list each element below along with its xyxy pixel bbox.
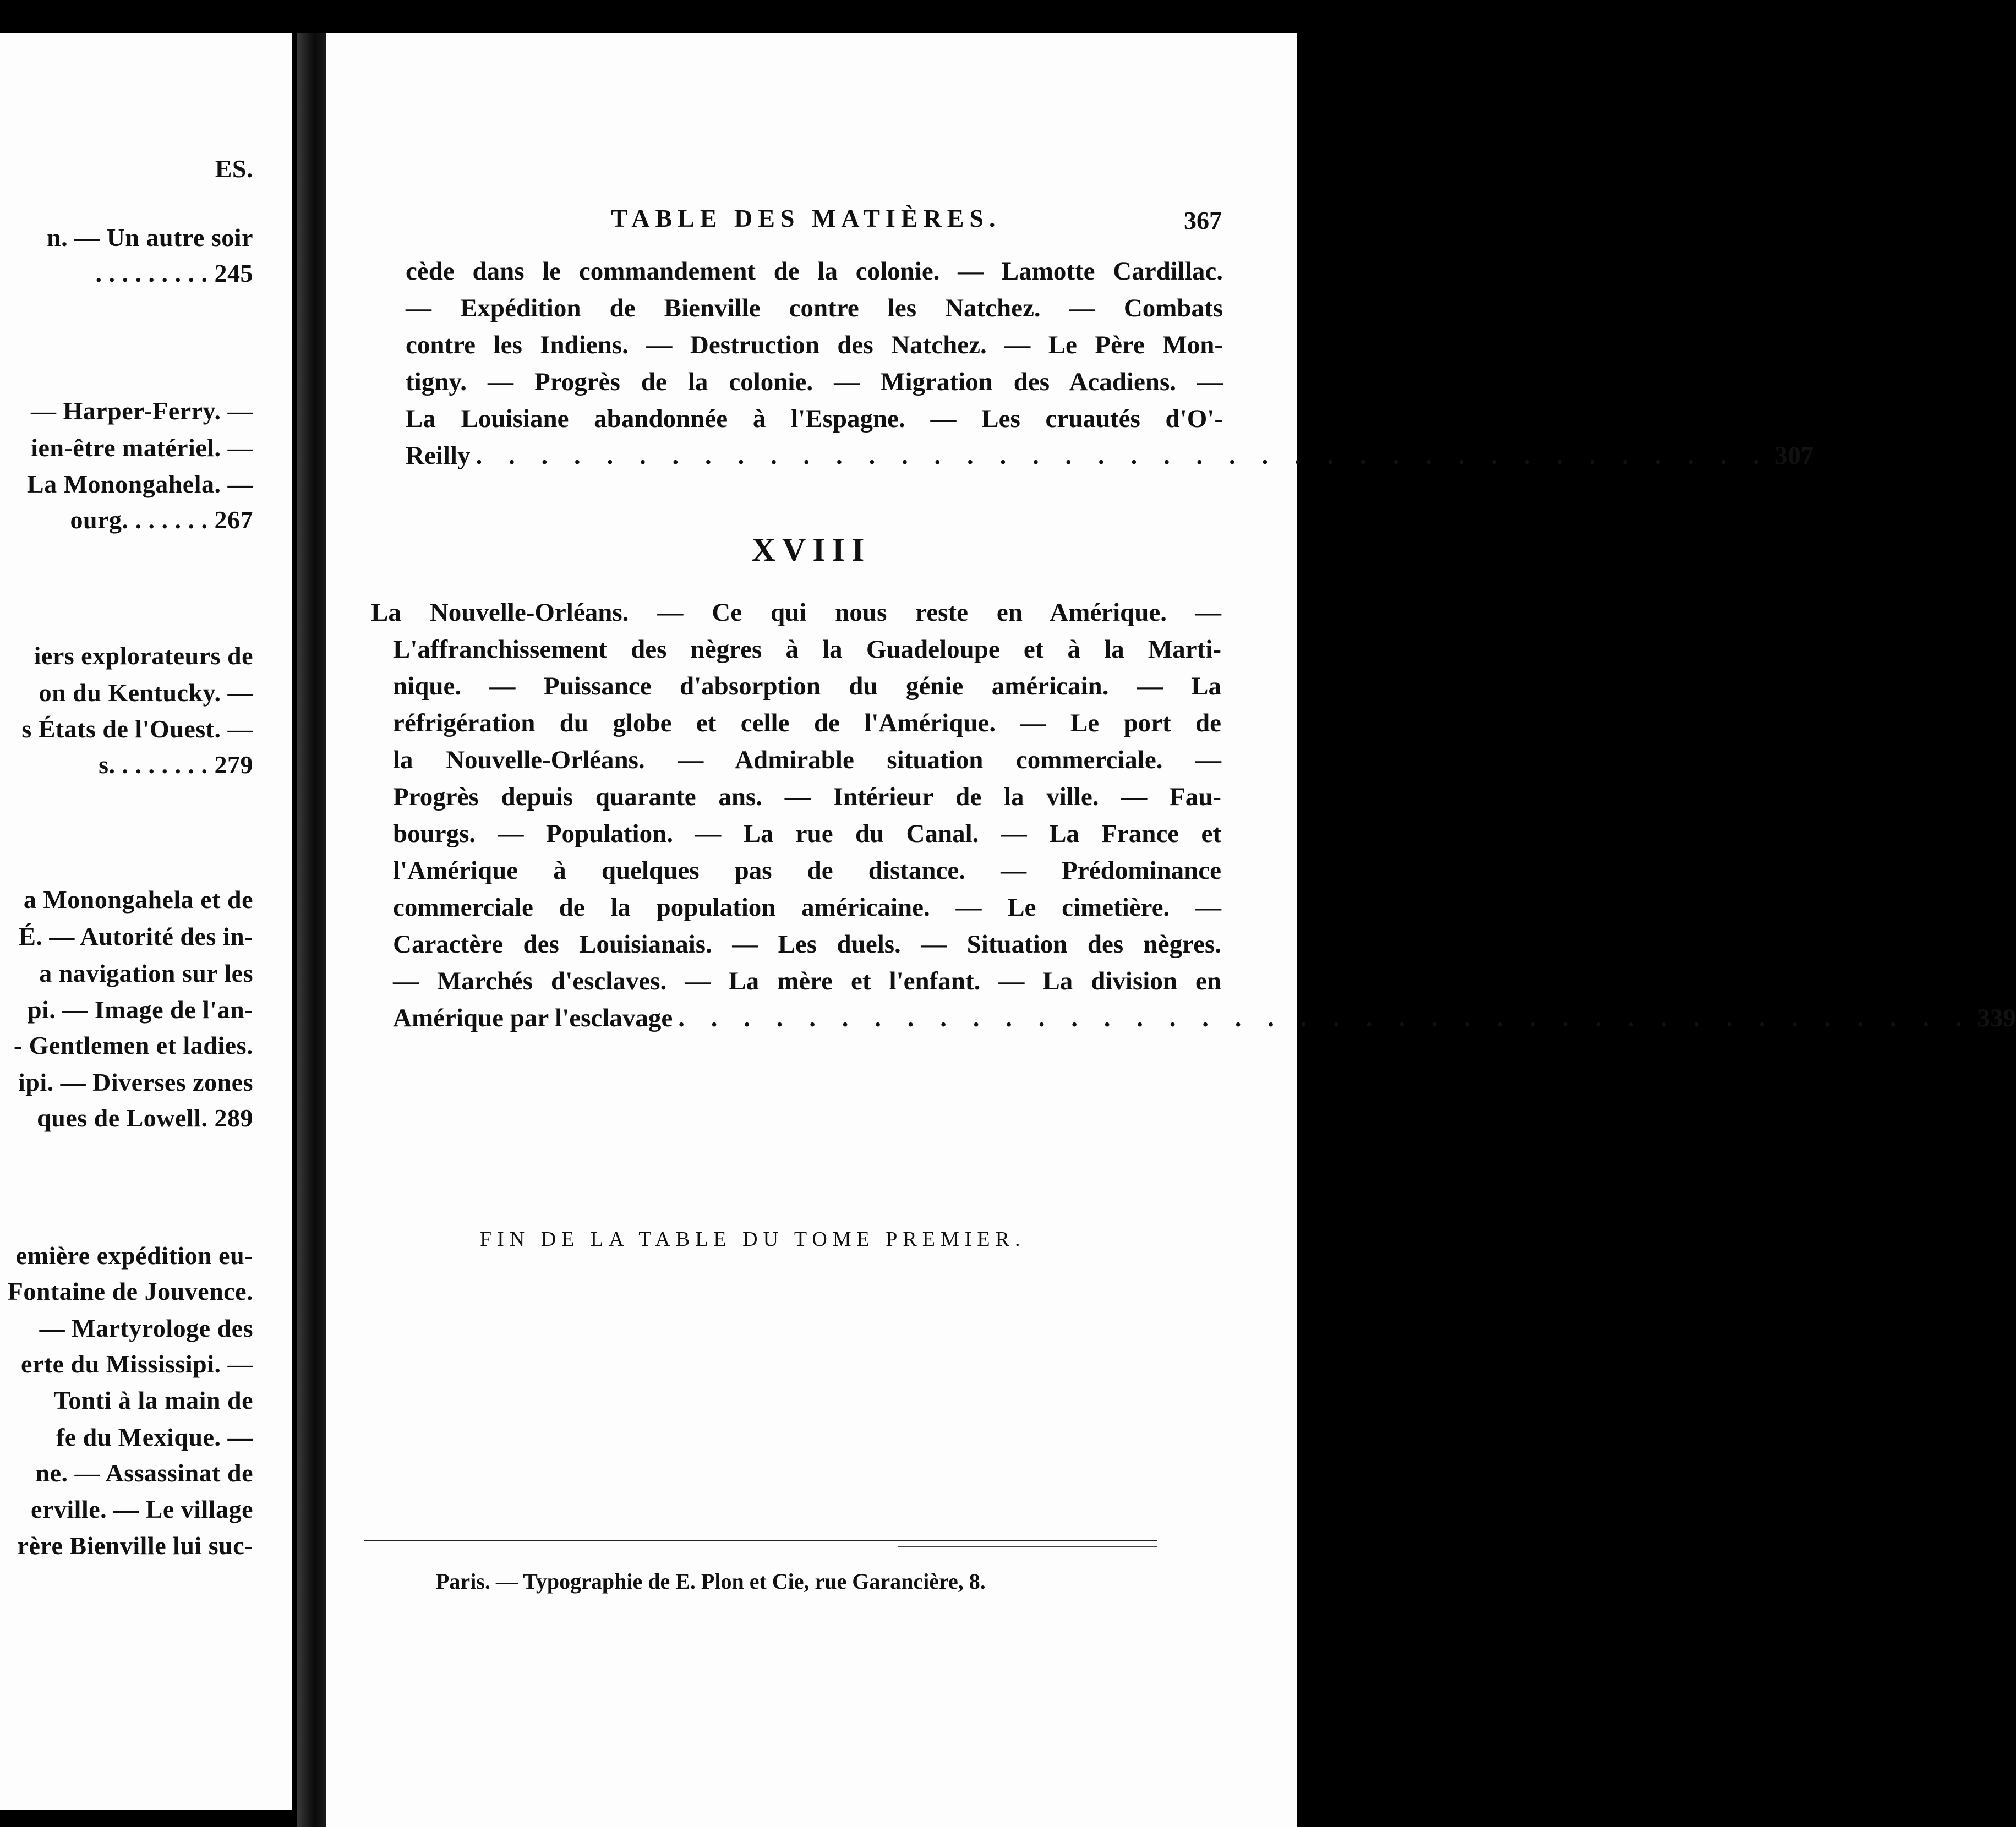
toc-line: — Marchés d'esclaves. — La mère et l'enfant. — La division en: [393, 967, 1221, 995]
toc-line: Caractère des Louisianais. — Les duels. — Situation des nègres.: [393, 930, 1221, 959]
left-page-line: s. . . . . . . . 279: [99, 751, 253, 779]
printer-imprint: Paris. — Typographie de E. Plon et Cie, rue Garancière, 8.: [436, 1569, 986, 1594]
leader-text: Amérique par l'esclavage: [393, 1004, 673, 1032]
toc-leader-line: [371, 1000, 2016, 1037]
header-page-number: 367: [1184, 206, 1222, 234]
right-page: [326, 33, 2016, 1827]
left-page-line: Fontaine de Jouvence.: [7, 1277, 253, 1305]
toc-line: commerciale de la population américaine. — Le cimetière. —: [393, 893, 1221, 922]
running-header: [611, 204, 1222, 237]
left-page-line: iers explorateurs de: [34, 642, 253, 670]
left-page-line: rère Bienville lui suc-: [17, 1531, 253, 1560]
book-gutter: [297, 33, 326, 1827]
toc-line: l'Amérique à quelques pas de distance. — Prédominance: [393, 856, 1221, 885]
left-page-line: . . . . . . . . . 245: [95, 259, 253, 287]
toc-line: Progrès depuis quarante ans. — Intérieur de la ville. — Fau-: [393, 783, 1221, 811]
left-page-line: ien-être matériel. —: [31, 434, 253, 462]
toc-line: L'affranchissement des nègres à la Guadeloupe et à la Marti-: [393, 635, 1221, 664]
left-page-line: erte du Mississipi. —: [21, 1350, 253, 1378]
toc-line: — Expédition de Bienville contre les Natchez. — Combats: [406, 294, 1223, 322]
toc-line: nique. — Puissance d'absorption du génie américain. — La: [393, 672, 1221, 701]
left-page-line: Tonti à la main de: [53, 1386, 253, 1414]
leader-dots: . . . . . . . . . . . . . . . . . . . . . . . . . . . . . . . . . . . . . . . .: [678, 1004, 1972, 1032]
left-page-line: ourg. . . . . . . 267: [70, 506, 253, 534]
left-page-line: - Gentlemen et ladies.: [13, 1031, 253, 1059]
left-page-line: É. — Autorité des in-: [19, 922, 253, 950]
left-page-line: ques de Lowell. 289: [37, 1104, 253, 1132]
left-page-line: ES.: [215, 155, 253, 183]
toc-line: cède dans le commandement de la colonie. — Lamotte Cardillac.: [406, 257, 1223, 286]
toc-leader-line: [406, 437, 1814, 474]
section-xviii: [371, 594, 2016, 1037]
leader-dots: . . . . . . . . . . . . . . . . . . . . . . . . . . . . . . . . . . . . . . . .: [476, 441, 1769, 470]
left-page-line: — Harper-Ferry. —: [30, 397, 253, 425]
section-first-line: La Nouvelle-Orléans. — Ce qui nous reste en Amérique. —: [371, 598, 1221, 627]
left-page: [0, 33, 292, 1810]
left-page-line: s États de l'Ouest. —: [21, 715, 253, 743]
section-xvii-tail: [406, 253, 1814, 474]
leader-page: 339: [1977, 1004, 2016, 1032]
toc-line: réfrigération du globe et celle de l'Amérique. — Le port de: [393, 709, 1221, 737]
left-page-line: emière expédition eu-: [15, 1241, 253, 1270]
left-page-line: erville. — Le village: [31, 1495, 253, 1523]
left-page-line: on du Kentucky. —: [39, 679, 253, 707]
left-page-line: ipi. — Diverses zones: [18, 1068, 253, 1096]
toc-line: bourgs. — Population. — La rue du Canal. — La France et: [393, 819, 1221, 848]
footer-rule-short: [898, 1546, 1157, 1547]
left-page-line: ne. — Assassinat de: [35, 1459, 253, 1487]
left-page-line: n. — Un autre soir: [47, 223, 253, 251]
toc-line: La Louisiane abandonnée à l'Espagne. — Les cruautés d'O'-: [406, 404, 1223, 433]
left-page-line: fe du Mexique. —: [56, 1423, 253, 1451]
left-page-line: — Martyrologe des: [39, 1314, 253, 1342]
section-number: XVIII: [751, 532, 871, 568]
leader-page: 307: [1774, 441, 1814, 470]
left-page-line: La Monongahela. —: [26, 470, 253, 498]
end-of-table-note: FIN DE LA TABLE DU TOME PREMIER.: [480, 1228, 1026, 1251]
toc-line: la Nouvelle-Orléans. — Admirable situation commerciale. —: [393, 746, 1221, 774]
leader-text: Reilly: [406, 441, 471, 470]
header-title: TABLE DES MATIÈRES.: [611, 204, 1001, 232]
footer-rule: [364, 1540, 1157, 1541]
left-page-line: a Monongahela et de: [23, 885, 253, 914]
left-page-line: a navigation sur les: [39, 959, 253, 987]
toc-line: tigny. — Progrès de la colonie. — Migration des Acadiens. —: [406, 368, 1223, 396]
left-page-line: pi. — Image de l'an-: [28, 995, 253, 1024]
toc-line: contre les Indiens. — Destruction des Natchez. — Le Père Mon-: [406, 331, 1223, 359]
